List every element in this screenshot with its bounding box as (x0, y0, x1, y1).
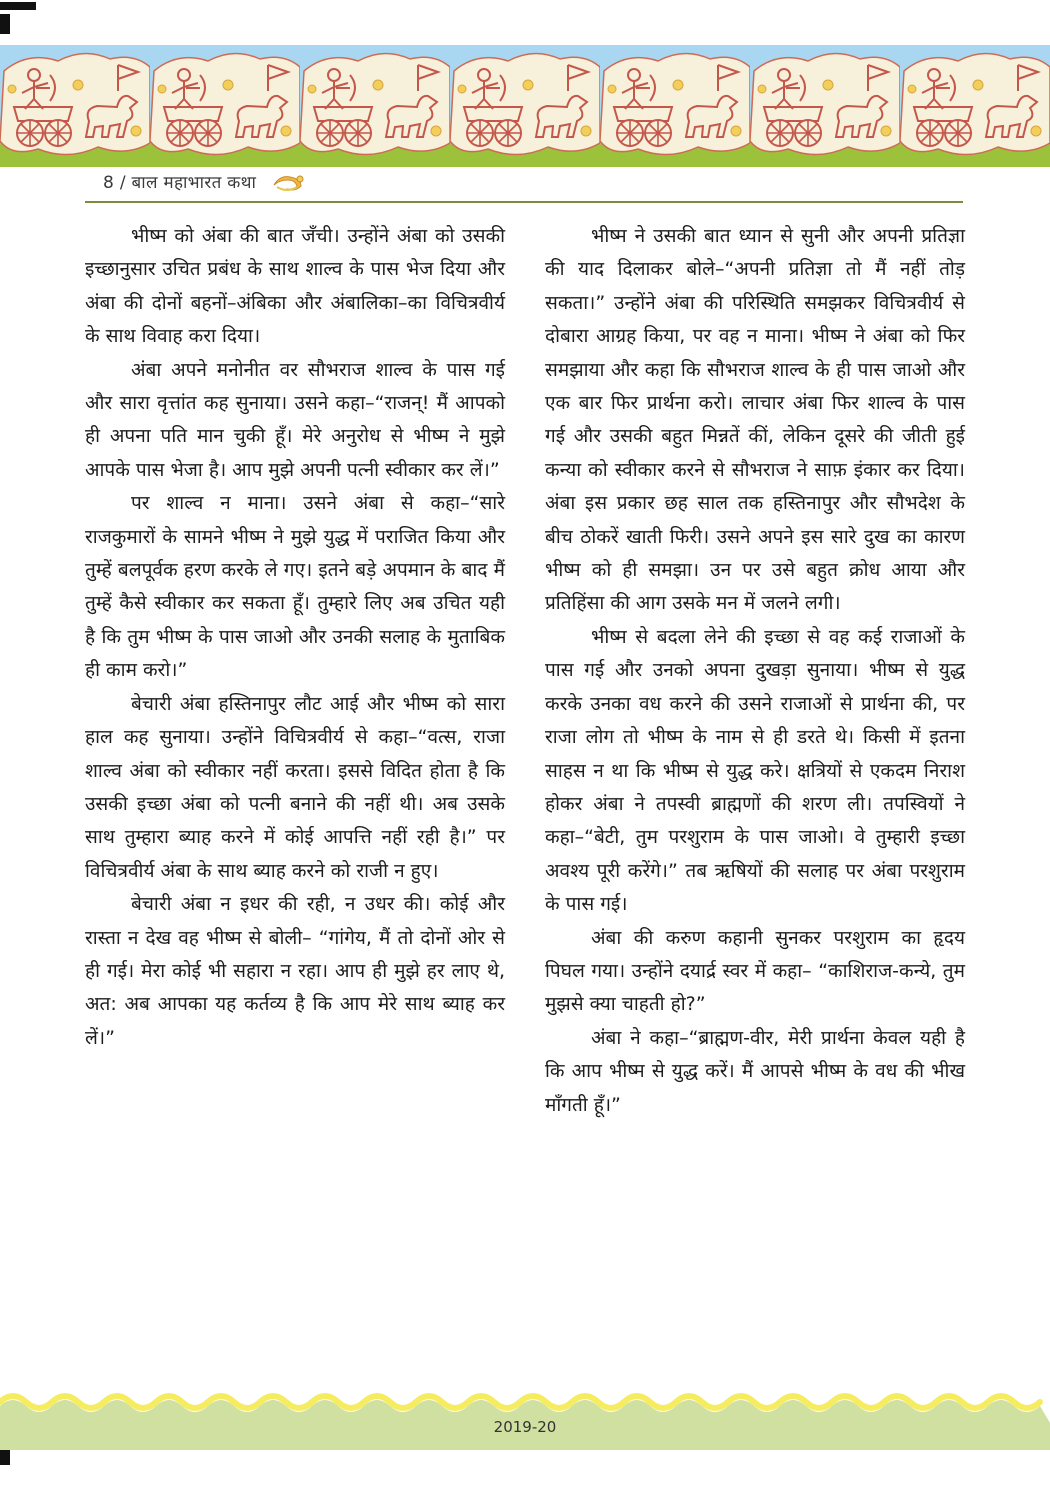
body-text (85, 220, 965, 1122)
paragraph: अंबा ने कहा–“ब्राह्मण-वीर, मेरी प्रार्थना केवल यही है कि आप भीष्म से युद्ध करें। मैं आपसे भीष्म के वध की भीख माँगती हूँ।” (545, 1026, 965, 1116)
page-footer (0, 1388, 1050, 1450)
page-number-label: 8 / बाल महाभारत कथा (103, 173, 257, 193)
paragraph: भीष्म से बदला लेने की इच्छा से वह कई राजाओं के पास गई और उनको अपना दुखड़ा सुनाया। भीष्म से युद्ध करके उनका वध करने की उसने राजाओं से प्रार्थना की, पर राजा लोग तो भीष्म के नाम से ही डरते थे। किसी में इतना साहस न था कि भीष्म से युद्ध करे। क्षत्रियों से एकदम निराश होकर अंबा ने तपस्वी ब्राह्मणों की शरण ली। तपस्वियों ने कहा–“बेटी, तुम परशुराम के पास जाओ। वे तुम्हारी इच्छा अवश्य पूरी करेंगे।” तब ऋषियों की सलाह पर अंबा परशुराम के पास गई। (545, 625, 965, 916)
paragraph: अंबा अपने मनोनीत वर सौभराज शाल्व के पास गई और सारा वृत्तांत कह सुनाया। उसने कहा–“राजन्! मैं आपको ही अपना पति मान चुकी हूँ। मेरे अनुरोध से भीष्म ने मुझे आपके पास भेजा है। आप मुझे अपनी पत्नी स्वीकार कर लें।” (85, 358, 505, 481)
paragraph: भीष्म ने उसकी बात ध्यान से सुनी और अपनी प्रतिज्ञा की याद दिलाकर बोले–“अपनी प्रतिज्ञा तो मैं नहीं तोड़ सकता।” उन्होंने अंबा की परिस्थिति समझकर विचित्रवीर्य से दोबारा आग्रह किया, पर वह न माना। भीष्म ने अंबा को फिर समझाया और कहा कि सौभराज शाल्व के ही पास जाओ और एक बार फिर प्रार्थना करो। लाचार अंबा फिर शाल्व के पास गई और उसकी बहुत मिन्नतें कीं, लेकिन दूसरे की जीती हुई कन्या को स्वीकार करने से सौभराज ने साफ़ इंकार कर दिया। अंबा इस प्रकार छह साल तक हस्तिनापुर और सौभदेश के बीच ठोकरें खाती फिरी। उसने अपने इस सारे दुख का कारण भीष्म को ही समझा। उन पर उसे बहुत क्रोध आया और प्रतिहिंसा की आग उसके मन में जलने लगी। (545, 225, 965, 615)
conch-icon (270, 171, 306, 193)
paragraph: बेचारी अंबा हस्तिनापुर लौट आई और भीष्म को सारा हाल कह सुनाया। उन्होंने विचित्रवीर्य से कहा–“वत्स, राजा शाल्व अंबा को स्वीकार नहीं करता। इससे विदित होता है कि उसकी इच्छा अंबा को पत्नी बनाने की नहीं थी। अब उसके साथ तुम्हारा ब्याह करने में कोई आपत्ति नहीं रही है।” पर विचित्रवीर्य अंबा के साथ ब्याह करने को राजी न हुए। (85, 692, 505, 882)
page-header (103, 170, 306, 193)
crop-mark-top-vertical (0, 14, 10, 34)
year-label: 2019-20 (493, 1418, 557, 1436)
left-column (85, 220, 505, 1122)
battle-frieze-illustration (0, 45, 1050, 167)
paragraph: पर शाल्व न माना। उसने अंबा से कहा–“सारे राजकुमारों के सामने भीष्म ने मुझे युद्ध में पराजित किया और तुम्हें बलपूर्वक हरण करके ले गए। इतने बड़े अपमान के बाद मैं तुम्हें कैसे स्वीकार कर सकता हूँ। तुम्हारे लिए अब उचित यही है कि तुम भीष्म के पास जाओ और उनकी सलाह के मुताबिक ही काम करो।” (85, 492, 505, 682)
header-rule (85, 201, 963, 203)
paragraph: अंबा की करुण कहानी सुनकर परशुराम का हृदय पिघल गया। उन्होंने दयार्द्र स्वर में कहा– “काशिराज-कन्ये, तुम मुझसे क्या चाहती हो?” (545, 926, 965, 1016)
paragraph: भीष्म को अंबा की बात जँची। उन्होंने अंबा को उसकी इच्छानुसार उचित प्रबंध के साथ शाल्व के पास भेज दिया और अंबा की दोनों बहनों–अंबिका और अंबालिका–का विचित्रवीर्य के साथ विवाह करा दिया। (85, 225, 505, 348)
paragraph: बेचारी अंबा न इधर की रही, न उधर की। कोई और रास्ता न देख वह भीष्म से बोली– “गांगेय, मैं तो दोनों ओर से ही गई। मेरा कोई भी सहारा न रहा। आप ही मुझे हर लाए थे, अत: अब आपका यह कर्तव्य है कि आप मेरे साथ ब्याह कर लें।” (85, 893, 505, 1049)
crop-mark-top-horizontal (0, 2, 36, 10)
decorative-banner (0, 45, 1050, 167)
right-column (545, 220, 965, 1122)
